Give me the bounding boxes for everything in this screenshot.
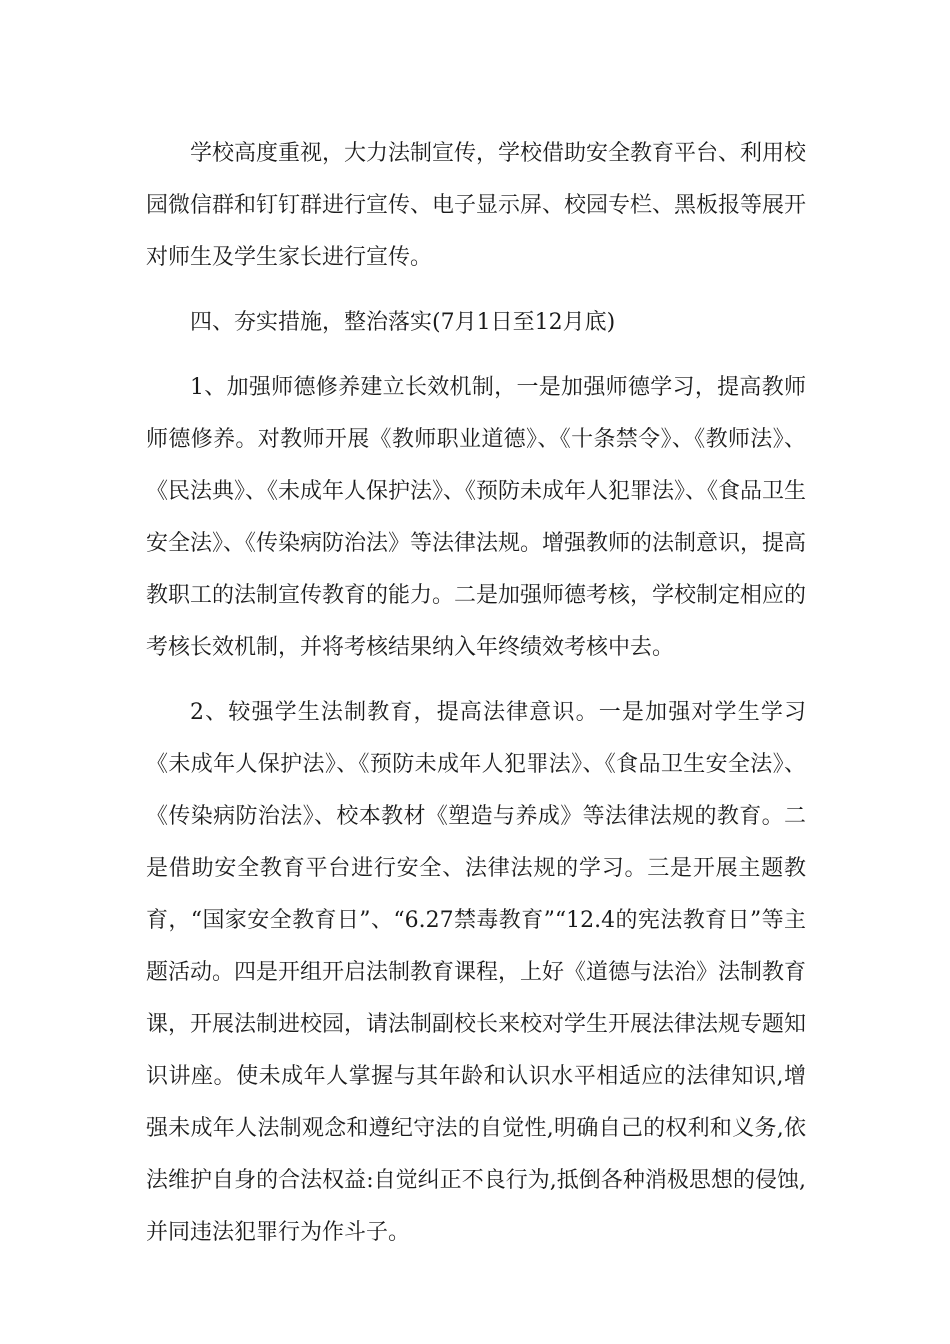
paragraph-publicity: 学校高度重视，大力法制宣传，学校借助安全教育平台、利用校园微信群和钉钉群进行宣传、电子显示屏、校园专栏、黑板报等展开对师生及学生家长进行宣传。: [146, 141, 807, 270]
paragraph-teacher-ethics: 1、加强师德修养建立长效机制，一是加强师德学习，提高教师师德修养。对教师开展《教师职业道德》、《十条禁令》、《教师法》、《民法典》、《未成年人保护法》、《预防未成年人犯罪法》、《食品卫生安全法》、《传染病防治法》等法律法规。增强教师的法制意识，提高教职工的法制宣传教育的能力。二是加强师德考核，学校制定相应的考核长效机制，并将考核结果纳入年终绩效考核中去。: [146, 375, 807, 660]
paragraph-student-legal-education: 2、较强学生法制教育，提高法律意识。一是加强对学生学习《未成年人保护法》、《预防未成年人犯罪法》、《食品卫生安全法》、《传染病防治法》、校本教材《塑造与养成》等法律法规的教育。二是借助安全教育平台进行安全、法律法规的学习。三是开展主题教育，“国家安全教育日”、“6.27禁毒教育”“12.4的宪法教育日”等主题活动。四是开组开启法制教育课程，上好《道德与法治》法制教育课，开展法制进校园，请法制副校长来校对学生开展法律法规专题知识讲座。使未成年人掌握与其年龄和认识水平相适应的法律知识,增强未成年人法制观念和遵纪守法的自觉性,明确自己的权利和义务,依法维护自身的合法权益:自觉纠正不良行为,抵倒各种消极思想的侵蚀,并同违法犯罪行为作斗子。: [146, 700, 807, 1245]
document-body: [146, 128, 806, 1259]
section-heading-measures: 四、夯实措施，整治落实(7月1日至12月底): [190, 310, 616, 335]
